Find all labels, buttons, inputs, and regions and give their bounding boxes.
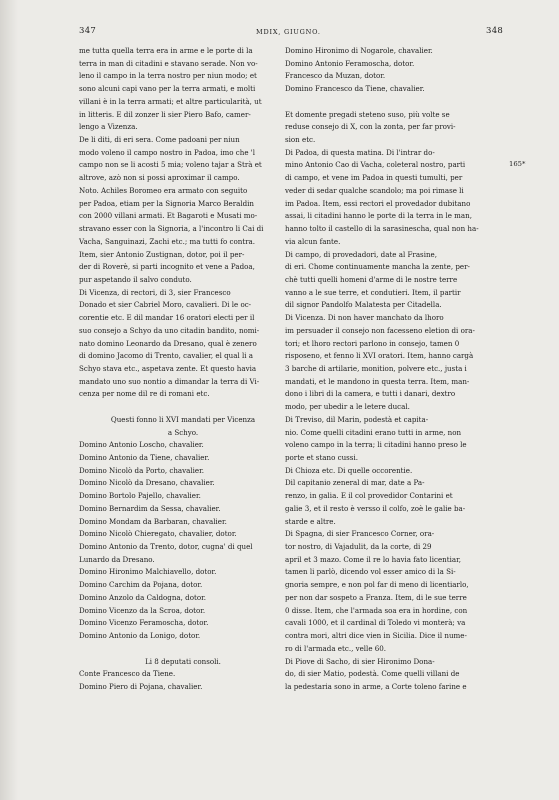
- text-line: chè tutti quelli homeni d'arme di le nostre terre: [285, 274, 458, 284]
- text-line: mandato uno suo nontio a dimandar la terra di Vi-: [79, 376, 260, 386]
- text-line: modo voleno il campo nostro in Padoa, imo che 'l: [79, 147, 255, 157]
- text-line: sono alcuni capi vano per la terra armati, e molti: [79, 84, 256, 94]
- text-line: im Padoa. Item, essi rectori el provedador dubitano: [285, 198, 471, 208]
- text-line: tori; et lhoro rectori parlono in consejo, tamen 0: [285, 338, 460, 348]
- text-line: Noto. Achiles Boromeo era armato con seguito: [79, 185, 248, 195]
- text-line: [79, 643, 287, 656]
- text-line: contra mori, altri dice vien in Sicilia. Dice il nume-: [285, 631, 467, 641]
- text-line: veder di sedar qualche scandolo; ma poi rimase li: [285, 185, 464, 195]
- text-line: starde e altre.: [285, 516, 336, 526]
- text-line: [79, 401, 287, 414]
- text-line: Et domente pregadi steteno suso, più volte se: [285, 109, 450, 119]
- text-line: galie 3, et il resto è versso il colfo, zoè le galie ba-: [285, 503, 466, 513]
- text-line: pur aspetando il salvo conduto.: [79, 274, 192, 284]
- text-line: De li diti, di eri sera. Come padoani per niun: [79, 135, 240, 145]
- text-line: Domino Francesco da Tiene, chavalier.: [285, 84, 425, 94]
- text-line: Donado et sier Cabriel Moro, cavalieri. Di le oc-: [79, 300, 252, 310]
- text-line: Schyo stava etc., aspetava zente. Et questo havia: [79, 363, 257, 373]
- text-line: Di Chioza etc. Di quelle occorentie.: [285, 465, 413, 475]
- text-line: Di Vicenza. Di non haver manchato da lhoro: [285, 313, 444, 323]
- text-line: do, di sier Matio, podestà. Come quelli villani de: [285, 669, 460, 679]
- right-column: [285, 45, 493, 694]
- text-line: Domino Nicolò da Porto, chavalier.: [79, 465, 204, 475]
- text-line: porte et stano cussi.: [285, 453, 358, 462]
- text-line: di domino Jacomo di Trento, cavalier, el qual li a: [79, 351, 254, 361]
- text-line: der di Roverè, si parti incognito et vene a Padoa,: [79, 262, 255, 272]
- text-line: Domino Mondam da Barbaran, chavalier.: [79, 516, 227, 526]
- text-line: per Padoa, etiam per la Signoria Marco Beraldin: [79, 198, 254, 208]
- text-line: Di Padoa, di questa matina. Di l'intrar do-: [285, 147, 435, 157]
- text-line: Domino Vicenzo Feramoscha, dotor.: [79, 618, 209, 628]
- text-line: Di Treviso, dil Marin, podestà et capita-: [285, 414, 429, 424]
- text-line: con 2000 villani armati. Et Bagaroti e Musati mo-: [79, 211, 258, 221]
- text-line: Di Spagna, di sier Francesco Corner, ora-: [285, 529, 435, 539]
- text-line: cavali 1000, et il cardinal di Toledo vi monterà; va: [285, 618, 466, 628]
- text-line: leno il campo in la terra nostro per niun modo; et: [79, 71, 257, 81]
- text-line: Domino Piero di Pojana, chavalier.: [79, 681, 203, 691]
- text-line: per non dar sospeto a Franza. Item, di le sue terre: [285, 592, 467, 602]
- text-line: terra in man di citadini e stavano serade. Non vo-: [79, 58, 258, 68]
- text-line: vanno a le sue terre, et condutieri. Item, il partir: [285, 287, 461, 297]
- page-number-right: 348: [486, 26, 504, 36]
- text-line: Di campo, di provedadori, date al Frasine,: [285, 249, 437, 259]
- text-line: di campo, et vene im Padoa in questi tumulti, per: [285, 173, 463, 183]
- text-line: Item, sier Antonio Zustignan, dotor, poi il per-: [79, 249, 245, 259]
- text-line: in litteris. E dil zonzer li sier Piero Bafo, camer-: [79, 109, 251, 119]
- text-line: hanno tolto il castello di la sarasinescha, qual non ha-: [285, 224, 479, 234]
- text-line: Domino Bortolo Pajello, chavalier.: [79, 491, 201, 501]
- text-line: modo, per ubedir a le letere ducal.: [285, 402, 410, 412]
- text-line: im persuader il consejo non facesseno eletion di ora-: [285, 325, 475, 335]
- text-line: april et 3 mazo. Come il re lo havia fato licentiar,: [285, 554, 461, 564]
- margin-note: 165*: [509, 160, 526, 168]
- text-line: voleno campo in la terra; li citadini hanno preso le: [285, 440, 467, 450]
- text-line: renzo, in galia. E il col provedidor Contarini et: [285, 491, 453, 501]
- text-line: assai, li citadini hanno le porte di la terra in le man,: [285, 211, 472, 221]
- text-line: Domino Antonio Feramoscha, dotor.: [285, 58, 415, 68]
- text-line: Domino Carchim da Pojana, dotor.: [79, 580, 203, 590]
- text-line: risposeno, et fenno li XVI oratori. Item, hanno cargà: [285, 351, 474, 361]
- text-line: Lunardo da Dresano.: [79, 554, 155, 564]
- text-line: via alcun fante.: [285, 236, 341, 246]
- text-line: Domino Antonio Loscho, chavalier.: [79, 440, 204, 450]
- text-line: tamen li parlò, dicendo vol esser amico di la Si-: [285, 567, 456, 577]
- text-line: Domino Antonio da Lonigo, dotor.: [79, 631, 201, 641]
- text-line: nato domino Leonardo da Dresano, qual è zenero: [79, 338, 257, 348]
- page-number-left: 347: [79, 26, 97, 36]
- text-line: 3 barche di artilarie, monition, polvere etc., justa i: [285, 363, 467, 373]
- text-line: suo consejo a Schyo da uno citadin bandito, nomi-: [79, 325, 260, 335]
- text-line: Questi fonno li XVI mandati per Vicenza: [110, 414, 256, 424]
- text-line: Domino Vicenzo da la Scroa, dotor.: [79, 605, 206, 615]
- text-line: ro di l'armada etc., velle 60.: [285, 643, 387, 653]
- text-line: Domino Nicolò da Dresano, chavalier.: [79, 478, 215, 488]
- text-line: 0 disse. Item, che l'armada soa era in hordine, con: [285, 605, 468, 615]
- text-line: villani è in la terra armati; et altre particularità, ut: [79, 96, 262, 106]
- left-column: [79, 45, 287, 694]
- text-line: di eri. Chome continuamente mancha la zente, per-: [285, 262, 470, 272]
- text-line: [285, 96, 493, 109]
- running-header: MDIX, GIUGNO.: [256, 28, 321, 36]
- text-line: dono i libri di la camera, e tutti i danari, dextro: [285, 389, 456, 399]
- text-line: Li 8 deputati consoli.: [145, 656, 221, 666]
- text-line: nio. Come quelli citadini erano tutti in arme, non: [285, 427, 462, 437]
- text-line: stravano esser con la Signoria, a l'incontro li Cai di: [79, 224, 264, 234]
- text-line: Domino Nicolò Chieregato, chavalier, dotor.: [79, 529, 237, 539]
- text-line: campo non se li acosti 5 mia; voleno tajar a Strà et: [79, 160, 262, 170]
- text-line: me tutta quella terra era in arme e le porte di la: [79, 46, 253, 55]
- text-line: tor nostro, di Vajadulit, da la corte, di 29: [285, 542, 432, 552]
- text-line: altrove, azò non si possi aproximar il campo.: [79, 173, 240, 183]
- text-line: a Schyo.: [167, 427, 199, 437]
- text-line: Domino Hironimo di Nogarole, chavalier.: [285, 46, 433, 55]
- text-line: lengo a Vizenza.: [79, 122, 138, 132]
- page-edge-shadow: [0, 0, 18, 800]
- text-line: reduse consejo di X, con la zonta, per far provi-: [285, 122, 456, 132]
- text-line: Domino Antonio da Trento, dotor, cugna' di quel: [79, 542, 253, 552]
- text-line: mino Antonio Cao di Vacha, coleteral nostro, parti: [285, 160, 466, 170]
- text-line: Francesco da Muzan, dotor.: [285, 71, 386, 81]
- text-line: corentie etc. E dil mandar 16 oratori electi per il: [79, 313, 255, 323]
- text-line: gnoria sempre, e non pol far di meno di licentiarlo,: [285, 580, 469, 590]
- text-line: Domino Anzolo da Caldogna, dotor.: [79, 592, 206, 602]
- text-line: mandati, et le mandono in questa terra. Item, man-: [285, 376, 470, 386]
- text-line: Conte Francesco da Tiene.: [79, 669, 176, 679]
- text-line: Domino Hironimo Malchiavello, dotor.: [79, 567, 217, 577]
- text-line: Vacha, Sanguinazi, Zachi etc.; ma tutti fo contra.: [79, 236, 256, 246]
- text-line: Di Piove di Sacho, di sier Hironimo Dona-: [285, 656, 435, 666]
- text-line: cenza per nome dil re di romani etc.: [79, 389, 210, 399]
- text-line: dil signor Pandolfo Malatesta per Citadella.: [285, 300, 442, 310]
- text-line: sion etc.: [285, 135, 316, 145]
- text-line: Di Vicenza, di rectori, di 3, sier Francesco: [79, 287, 231, 297]
- text-line: Dil capitanio zeneral di mar, date a Pa-: [285, 478, 425, 488]
- text-line: Domino Antonio da Tiene, chavalier.: [79, 453, 210, 462]
- text-line: Domino Bernardim da Sessa, chavalier.: [79, 503, 221, 513]
- text-line: la pedestaria sono in arme, a Corte toleno farine e: [285, 681, 467, 691]
